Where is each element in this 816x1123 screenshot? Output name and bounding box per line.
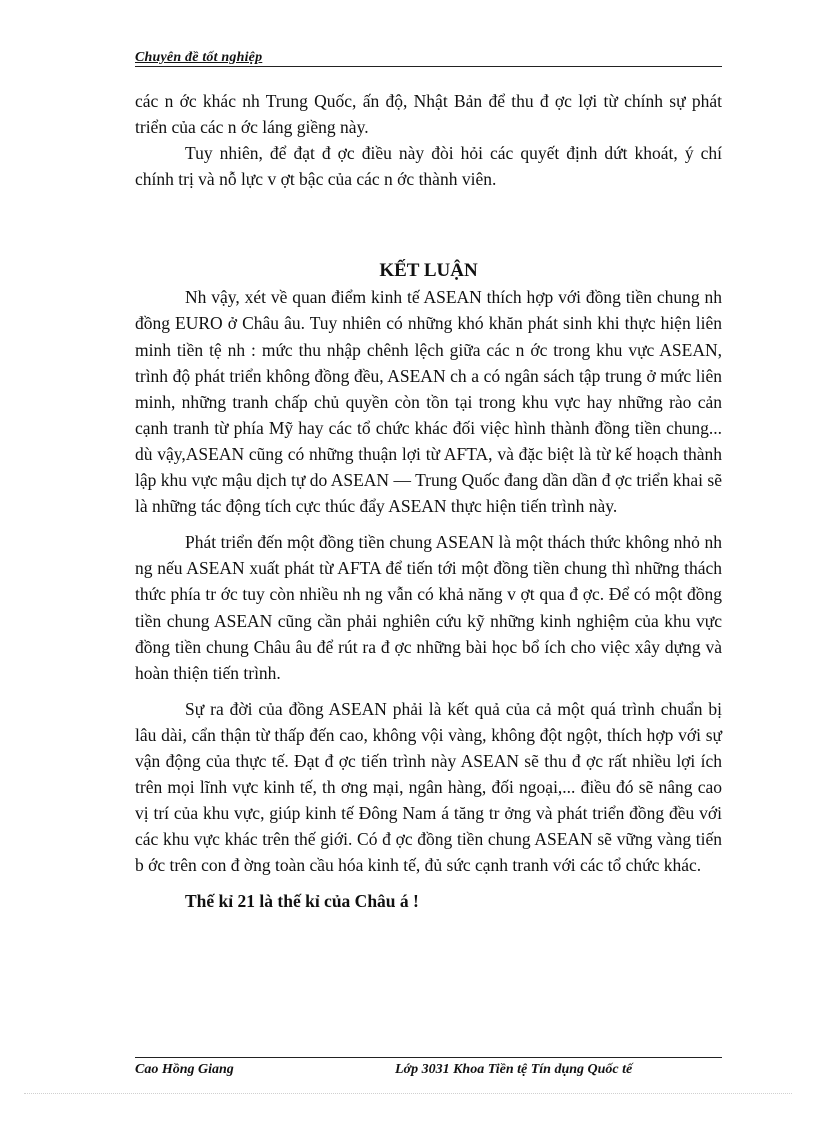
page-header xyxy=(135,52,722,67)
paragraph-conclusion-1: Nh vậy, xét về quan điểm kinh tế ASEAN thích hợp với đồng tiền chung nh đồng EURO ở Châu âu. Tuy nhiên có những khó khăn phát sinh khi thực hiện liên minh tiền tệ nh : mức thu nhập chênh lệch giữa các n ớc trong khu vực ASEAN, trình độ phát triển không đồng đều, ASEAN ch a có ngân sách tập trung ở mức liên minh, những tranh chấp chủ quyền còn tồn tại trong khu vực hay những rào cản cạnh tranh từ phía Mỹ hay các tổ chức khác đối việc hình thành đồng tiền chung... dù vậy,ASEAN cũng có những thuận lợi từ AFTA, và đặc biệt là từ kế hoạch thành lập khu vực mậu dịch tự do ASEAN — Trung Quốc đang dần dần đ ợc triển khai sẽ là những tác động tích cực thúc đẩy ASEAN thực hiện tiến trình này. xyxy=(135,287,722,517)
footer-divider xyxy=(135,1057,722,1058)
paragraph-spacer xyxy=(135,519,722,529)
header-title: Chuyên đề tốt nghiệp xyxy=(135,50,263,65)
section-heading: KẾT LUẬN xyxy=(379,260,478,282)
paragraph-however: Tuy nhiên, để đạt đ ợc điều này đòi hỏi các quyết định dứt khoát, ý chí chính trị và nỗ lực v ợt bậc của các n ớc thành viên. xyxy=(135,143,722,190)
page-bottom-edge xyxy=(24,1093,792,1094)
footer-author: Cao Hồng Giang xyxy=(135,1062,234,1077)
paragraph-conclusion-3: Sự ra đời của đồng ASEAN phải là kết quả của cả một quá trình chuẩn bị lâu dài, cẩn thận từ thấp đến cao, không vội vàng, không đột ngột, thích hợp với sự vận động của thực tế. Đạt đ ợc tiến trình này ASEAN sẽ thu đ ợc rất nhiều lợi ích trên mọi lĩnh vực kinh tế, th ơng mại, ngân hàng, đối ngoại,... điều đó sẽ nâng cao vị trí của khu vực, giúp kinh tế Đông Nam á tăng tr ởng và phát triển đồng đều với các khu vực khác trên thế giới. Có đ ợc đồng tiền chung ASEAN sẽ vững vàng tiến b ớc trên con đ ờng toàn cầu hóa kinh tế, đủ sức cạnh tranh với các tổ chức khác. xyxy=(135,698,722,876)
paragraph-conclusion-2: Phát triển đến một đồng tiền chung ASEAN là một thách thức không nhỏ nh ng nếu ASEAN xuất phát từ AFTA để tiến tới một đồng tiền chung thì những thách thức phía tr ớc tuy còn nhiều nh ng vẫn có khả năng v ợt qua đ ợc. Để có một đồng tiền chung ASEAN cũng cần phải nghiên cứu kỹ những kinh nghiệm của khu vực đồng tiền chung Châu âu để rút ra đ ợc những bài học bổ ích cho việc xây dựng và hoàn thiện tiến trình. xyxy=(135,532,722,683)
closing-statement: Thế kỉ 21 là thế kỉ của Châu á ! xyxy=(185,891,419,912)
paragraph-spacer xyxy=(135,686,722,696)
paragraph-continued: các n ớc khác nh Trung Quốc, ấn độ, Nhật Bản để thu đ ợc lợi từ chính sự phát triển của các n ớc láng giềng này. xyxy=(135,91,722,138)
footer-class-info: Lớp 3031 Khoa Tiền tệ Tín dụng Quốc tế xyxy=(395,1062,633,1077)
document-body xyxy=(135,88,722,914)
